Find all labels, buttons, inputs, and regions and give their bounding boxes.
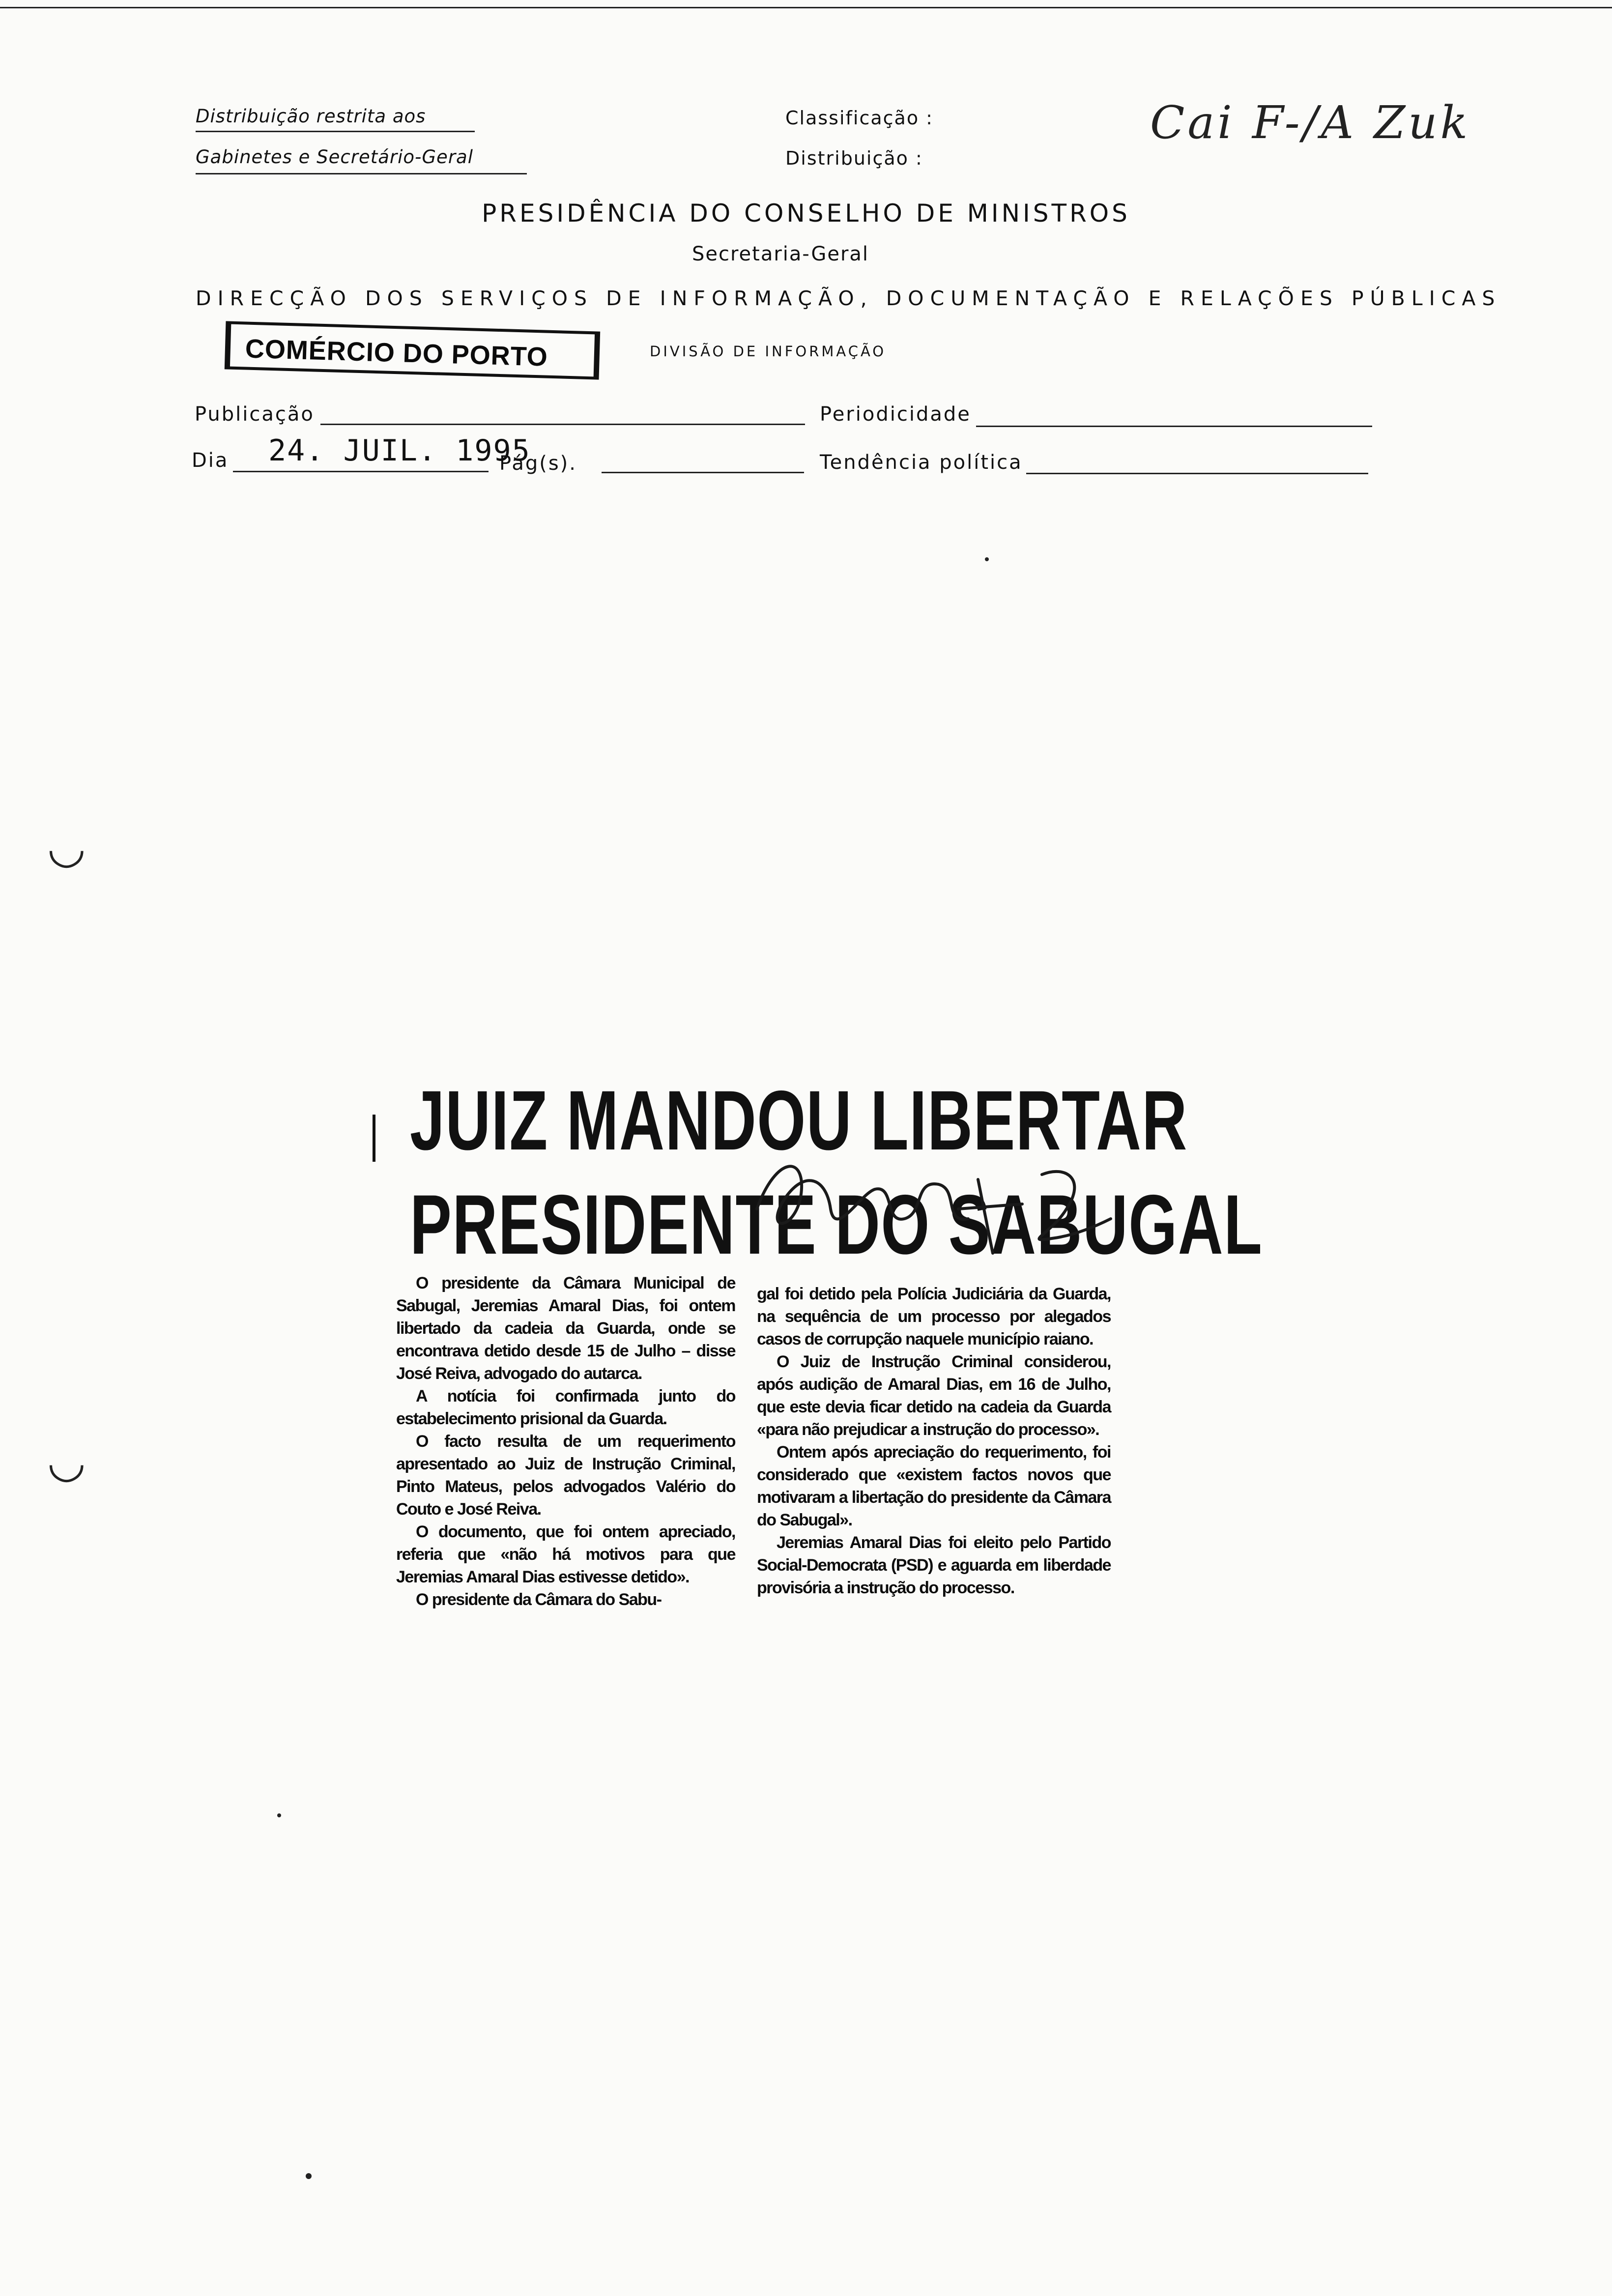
article-paragraph: Ontem após apreciação do requerimento, foi considerado que «existem factos novos que motivaram a libertação do presidente da Câmara do Sabugal». [757,1443,1111,1529]
distribution-line-1: Distribuição restrita aos [196,106,426,127]
tendencia-label: Tendência política [820,451,1023,474]
secretariat-subtitle: Secretaria-Geral [692,243,869,265]
periodicidade-label: Periodicidade [820,403,971,426]
margin-mark-lower: ◡ [47,1436,86,1488]
scan-speck [277,1813,281,1817]
handwritten-reference: Cai F-/A Zuk [1150,96,1471,149]
tendencia-field-line [1026,473,1368,474]
distribution-underline-2 [196,173,527,174]
handwritten-scribble [747,1135,1135,1278]
division-label: DIVISÃO DE INFORMAÇÃO [650,343,887,360]
classification-label: Classificação : [785,107,933,129]
article-paragraph: O facto resulta de um requerimento apresentado ao Juiz de Instrução Criminal, Pinto Mateus, pelos advogados Valério do Couto e José Reiva. [396,1432,735,1519]
direction-line: DIRECÇÃO DOS SERVIÇOS DE INFORMAÇÃO, DOCUMENTAÇÃO E RELAÇÕES PÚBLICAS [196,287,1501,310]
distribution-underline-1 [196,131,475,132]
article-paragraph: Jeremias Amaral Dias foi eleito pelo Partido Social-Democrata (PSD) e aguarda em liberdade provisória a instrução do processo. [757,1533,1111,1597]
scan-top-edge [0,7,1612,8]
pags-field-line [602,472,804,473]
article-paragraph: O presidente da Câmara Municipal de Sabugal, Jeremias Amaral Dias, foi ontem libertado da cadeia da Guarda, onde se encontrava detido desde 15 de Julho – disse José Reiva, advogado do autarca. [396,1274,735,1383]
pags-label: Pág(s). [499,452,577,475]
margin-mark-upper: ◡ [47,822,86,873]
article-paragraph: O documento, que foi ontem apreciado, referia que «não há motivos para que Jeremias Amaral Dias estivesse detido». [396,1522,735,1586]
headline-line-2: PRESIDENTE DO SABUGAL [410,1177,1263,1272]
publicacao-label: Publicação [195,403,315,426]
article-column-2 [757,1283,1111,1599]
scan-speck [306,2173,312,2179]
dia-field-line [233,471,489,472]
distribution-label: Distribuição : [785,147,923,169]
organization-title: PRESIDÊNCIA DO CONSELHO DE MINISTROS [482,199,1130,228]
headline-rule [373,1115,375,1162]
article-paragraph: A notícia foi confirmada junto do estabelecimento prisional da Guarda. [396,1387,735,1428]
periodicidade-field-line [976,426,1372,427]
article-paragraph: O Juiz de Instrução Criminal considerou, após audição de Amaral Dias, em 16 de Julho, que este devia ficar detido na cadeia da Guarda «para não prejudicar a instrução do processo». [757,1352,1111,1439]
newspaper-stamp: COMÉRCIO DO PORTO [225,321,600,379]
headline-line-1: JUIZ MANDOU LIBERTAR [410,1073,1188,1168]
distribution-line-2: Gabinetes e Secretário-Geral [196,146,473,168]
article-paragraph: O presidente da Câmara do Sabu- [416,1590,662,1609]
article-paragraph: gal foi detido pela Polícia Judiciária da Guarda, na sequência de um processo por alegados casos de corrupção naquele município raiano. [757,1285,1111,1349]
dia-date-value: 24. JUIL. 1995 [268,433,531,468]
dia-label: Dia [192,449,229,472]
scan-speck [985,557,989,561]
publicacao-field-line [320,424,805,425]
article-column-1 [396,1272,735,1611]
